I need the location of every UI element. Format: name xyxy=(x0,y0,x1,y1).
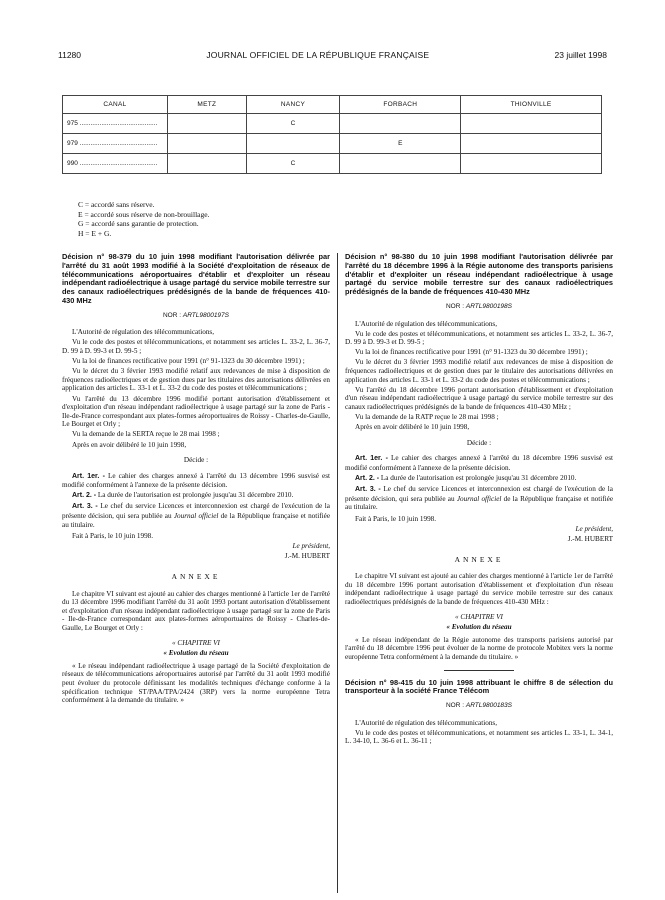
cell-canal: 979 ........................................... xyxy=(63,134,168,154)
visa: Vu le décret du 3 février 1993 modifié relatif aux redevances de mise à disposition de fréquences radioélectriques et de gestion dues par le titulaire des autorisations délivrées en application des articles L. 33-1 et L. 33-2 du code des postes et télécommunications ; xyxy=(345,358,613,384)
visa: Vu la demande de la SERTA reçue le 28 mai 1998 ; xyxy=(72,430,220,439)
section-separator xyxy=(444,670,514,671)
visa: Après en avoir délibéré le 10 juin 1998, xyxy=(72,440,187,449)
cell-thionville xyxy=(461,134,602,154)
chapter-text: « Le réseau indépendant radioélectrique à usage partagé de la Société d'exploitation de réseaux de télécommunications aéroportuaires autorisé par l'arrêté du 31 août 1993 modifié peut évoluer du protocole définissant les modalités techniques d'échange conforme à la spécification technique ST/PAA/TPA/2424 (3RP) vers la norme européenne Tetra conformément à la demande du titulaire. » xyxy=(62,661,330,705)
visa: Vu le décret du 3 février 1993 modifié relatif aux redevances de mise à disposition de fréquences radioélectriques et de gestion dues par les titulaires des autorisations délivrées en application des articles L. 33-1 et L. 33-2 du code des postes et télécommunications ; xyxy=(62,367,330,393)
legend-item: C = accordé sans réserve. xyxy=(78,200,155,209)
fait-a: Fait à Paris, le 10 juin 1998. xyxy=(355,514,437,523)
cell-metz xyxy=(168,154,247,174)
president-title: Le président, xyxy=(575,524,613,533)
visa: Après en avoir délibéré le 10 juin 1998, xyxy=(355,423,470,432)
decision-title: Décision n° 98-380 du 10 juin 1998 modifiant l'autorisation délivrée par l'arrêté du 18 décembre 1996 à la Régie autonome des transports parisiens d'établir et d'exploiter un réseau indépendant radioélectrique à usage partagé du service mobile terrestre sur des canaux radioélectriques prédésignés de la bande de fréquences 410-430 MHz xyxy=(345,252,613,297)
cell-metz xyxy=(168,134,247,154)
visa: Vu le code des postes et télécommunications, et notamment ses articles L. 33-2, L. 36-7, D. 99 à D. 99-3 et D. 99-5 ; xyxy=(345,329,613,347)
legend-item: G = accordé sans garantie de protection. xyxy=(78,219,199,228)
cell-forbach: E xyxy=(340,134,461,154)
visa: Vu la loi de finances rectificative pour 1991 (n° 91-1323 du 30 décembre 1991) ; xyxy=(72,357,305,366)
legend-item: E = accordé sous réserve de non-brouillage. xyxy=(78,209,210,219)
col-canal: CANAL xyxy=(63,96,168,114)
visa: L'Autorité de régulation des télécommunications, xyxy=(355,319,498,328)
president-name: J.-M. HUBERT xyxy=(284,552,330,561)
col-metz: METZ xyxy=(168,96,247,114)
table-row xyxy=(63,134,602,154)
cell-canal: 975 ........................................... xyxy=(63,114,168,134)
col-thionville: THIONVILLE xyxy=(461,96,602,114)
visa: Vu l'arrêté du 13 décembre 1996 modifié portant autorisation d'établissement et d'exploitation d'un réseau indépendant radioélectrique à usage partagé sur la zone de Paris - Ile-de-France correspondant aux plates-formes aéroportuaires de Roissy - Charles-de-Gaulle, Le Bourget et Orly ; xyxy=(62,394,330,429)
table-row xyxy=(63,114,602,134)
chapter-text: « Le réseau indépendant de la Régie autonome des transports parisiens autorisé par l'arrêté du 18 décembre 1996 peut évoluer de la norme de protocole Mobitex vers la norme européenne Tetra conformément à la demande du titulaire. » xyxy=(345,635,613,661)
page-header xyxy=(58,50,607,60)
article-2: Art. 2. - La durée de l'autorisation est prolongée jusqu'au 31 décembre 2010. xyxy=(355,473,577,482)
article-2: Art. 2. - La durée de l'autorisation est prolongée jusqu'au 31 décembre 2010. xyxy=(72,491,294,500)
visa: Vu la demande de la RATP reçue le 28 mai 1998 ; xyxy=(355,413,499,422)
president-title: Le président, xyxy=(292,542,330,551)
cell-nancy: C xyxy=(246,154,340,174)
annexe-text: Le chapitre VI suivant est ajouté au cahier des charges mentionné à l'article 1er de l'arrêté du 18 décembre 1996 portant autorisation d'établissement et d'exploitation d'un réseau indépendant radioélectrique à usage partagé du service mobile terrestre sur des canaux radioélectriques prédésignés de la bande de fréquences 410-430 MHz : xyxy=(345,572,613,607)
decide: Décide : xyxy=(466,438,492,447)
chapter-heading: « CHAPITRE VI xyxy=(455,612,503,621)
article-3: Art. 3. - Le chef du service Licences et interconnexion est chargé de l'exécution de la présente décision, qui sera publiée au Journal officiel de la République française et notifiée au titulaire. xyxy=(345,485,614,512)
decision-title-2: Décision n° 98-415 du 10 juin 1998 attribuant le chiffre 8 de sélection du transporteur à la société France Télécom xyxy=(345,677,613,696)
column-divider xyxy=(337,253,338,893)
cell-forbach xyxy=(340,154,461,174)
chapter-heading: « CHAPITRE VI xyxy=(172,638,220,647)
cell-forbach xyxy=(340,114,461,134)
cell-metz xyxy=(168,114,247,134)
page-number: 11280 xyxy=(58,50,82,60)
cell-nancy xyxy=(246,134,340,154)
visa: L'Autorité de régulation des télécommunications, xyxy=(72,328,215,337)
visa: Vu le code des postes et télécommunications, et notamment ses articles L. 33-1, L. 34-1, L. 34-10, L. 36-6 et L. 36-11 ; xyxy=(345,728,613,746)
table-header-row xyxy=(63,96,602,114)
nor-reference-2: NOR : ARTL9800183S xyxy=(445,702,512,710)
legend-item: H = E + G. xyxy=(78,228,112,238)
col-forbach: FORBACH xyxy=(340,96,461,114)
legend xyxy=(78,200,209,238)
visa: Vu la loi de finances rectificative pour 1991 (n° 91-1323 du 30 décembre 1991) ; xyxy=(355,348,588,357)
cell-thionville xyxy=(461,154,602,174)
annexe-text: Le chapitre VI suivant est ajouté au cahier des charges mentionné à l'article 1er de l'arrêté du 13 décembre 1996 modifiant l'arrêté du 31 août 1993 portant autorisation d'établissement et d'exploitation d'un réseau indépendant radioélectrique à usage partagé sur la zone de Paris - Ile-de-France correspondant aux plates-formes aéroportuaires de Roissy - Charles-de-Gaulle, Le Bourget et Orly : xyxy=(62,589,330,632)
decision-title: Décision n° 98-379 du 10 juin 1998 modifiant l'autorisation délivrée par l'arrêté du 31 août 1993 modifié à la Société d'exploitation de réseaux de télécommunications aéroportuaires d'établir et d'exploiter un réseau indépendant radioélectrique à usage partagé du service mobile terrestre sur des canaux radioélectriques prédésignés de la bande de fréquences 410-430 MHz xyxy=(62,252,330,305)
chapter-subheading: « Evolution du réseau xyxy=(163,649,229,658)
chapter-subheading: « Evolution du réseau xyxy=(446,623,512,632)
table-row xyxy=(63,154,602,174)
col-nancy: NANCY xyxy=(246,96,340,114)
nor-reference: NOR : ARTL9800198S xyxy=(445,302,512,310)
right-column xyxy=(345,253,613,748)
fait-a: Fait à Paris, le 10 juin 1998. xyxy=(72,532,154,541)
annexe-heading: ANNEXE xyxy=(171,572,221,582)
article-1: Art. 1er. - Le cahier des charges annexé à l'arrêté du 18 décembre 1996 susvisé est modifié conformément à l'annexe de la présente décision. xyxy=(345,454,614,472)
visa: L'Autorité de régulation des télécommunications, xyxy=(355,718,498,727)
visa: Vu l'arrêté du 18 décembre 1996 portant autorisation d'établissement et d'exploitation d'un réseau indépendant radioélectrique à usage partagé du service mobile terrestre sur des canaux radioélectriques prédésignés de la bande de fréquences 410-430 MHz ; xyxy=(345,385,613,411)
president-name: J.-M. HUBERT xyxy=(567,535,613,544)
left-column xyxy=(62,253,330,706)
article-3: Art. 3. - Le chef du service Licences et interconnexion est chargé de l'exécution de la présente décision, qui sera publiée au Journal officiel de la République française et notifiée au titulaire. xyxy=(62,502,331,529)
article-1: Art. 1er. - Le cahier des charges annexé à l'arrêté du 13 décembre 1996 susvisé est modifié conformément à l'annexe de la présente décision. xyxy=(62,471,331,490)
channel-table xyxy=(62,95,602,174)
cell-nancy: C xyxy=(246,114,340,134)
cell-thionville xyxy=(461,114,602,134)
visa: Vu le code des postes et télécommunications, et notamment ses articles L. 33-2, L. 36-7, D. 99 à D. 99-3 et D. 99-5 ; xyxy=(62,338,330,356)
journal-title: JOURNAL OFFICIEL DE LA RÉPUBLIQUE FRANÇAISE xyxy=(206,50,430,60)
nor-reference: NOR : ARTL9800197S xyxy=(162,311,229,319)
cell-canal: 990 ........................................... xyxy=(63,154,168,174)
decide: Décide : xyxy=(183,456,209,465)
issue-date: 23 juillet 1998 xyxy=(554,50,607,60)
annexe-heading: ANNEXE xyxy=(454,554,504,564)
